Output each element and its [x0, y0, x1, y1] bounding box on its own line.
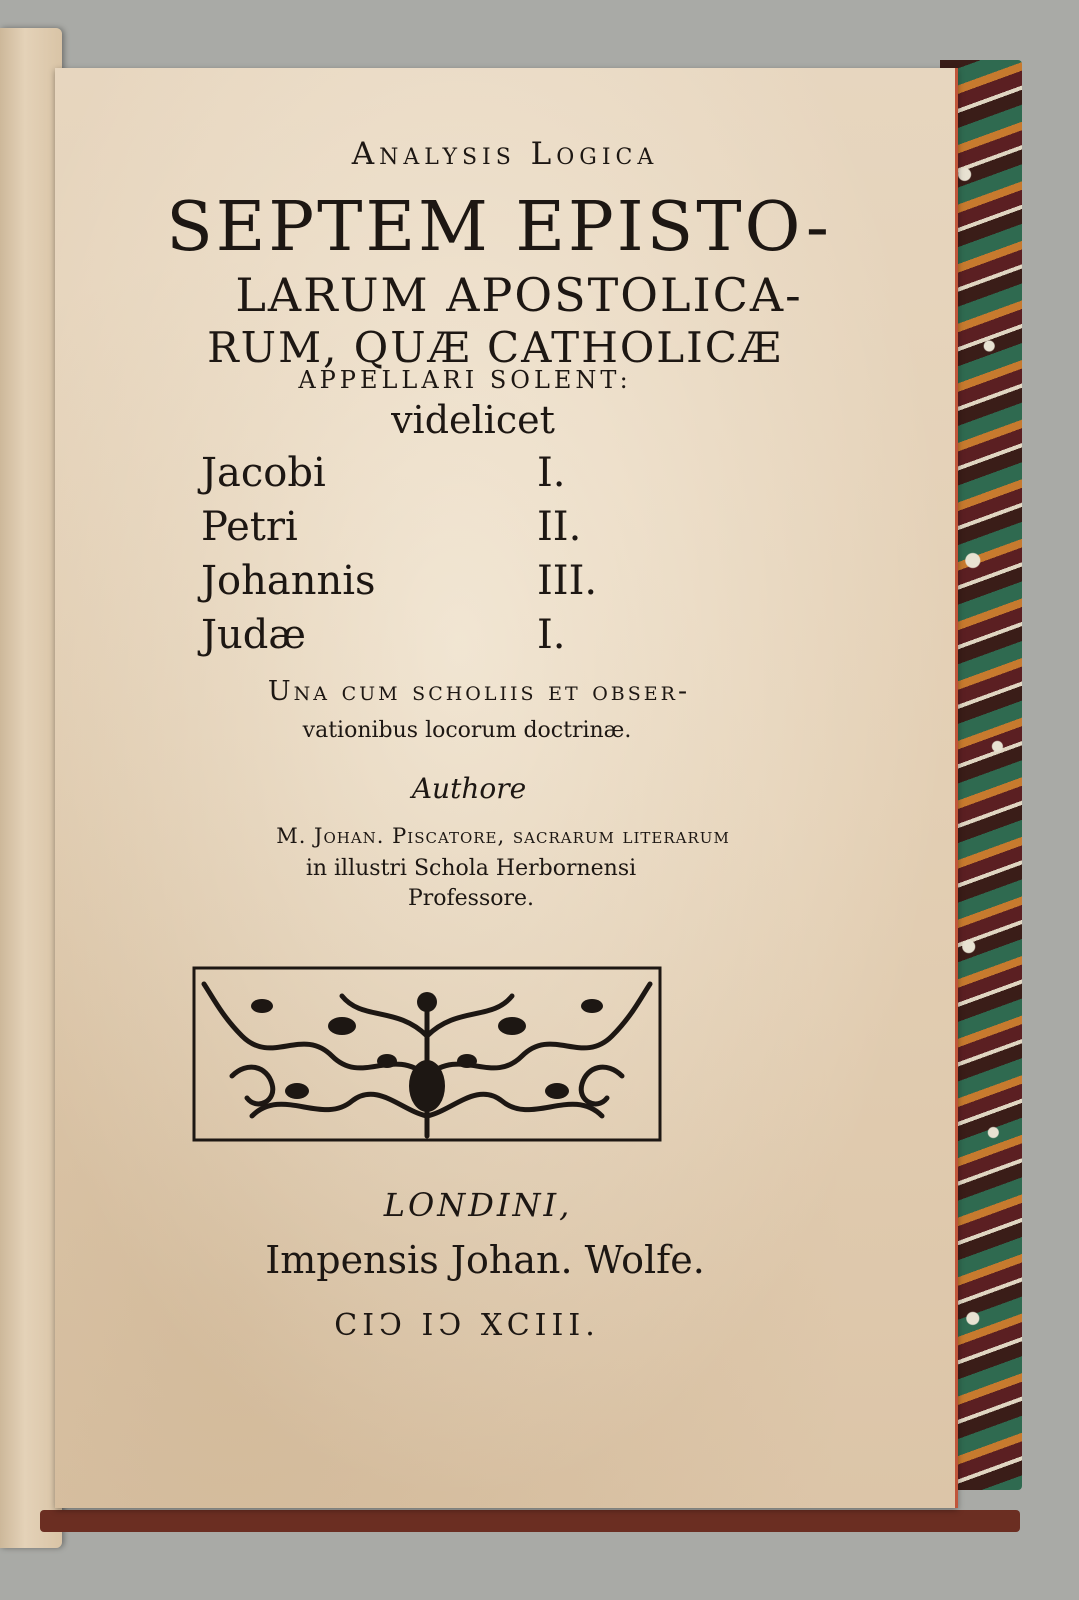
imprint-place: LONDINI,	[383, 1186, 573, 1224]
title-line-4: RUM, QUÆ CATHOLICÆ	[207, 323, 783, 372]
title-line-5: APPELLARI SOLENT:	[298, 366, 632, 394]
book-cover-edge	[40, 1510, 1020, 1532]
epistle-count: II.	[537, 504, 582, 550]
title-line-6: videlicet	[391, 398, 555, 442]
imprint-publisher: Impensis Johan. Wolfe.	[265, 1238, 705, 1282]
epistle-name: Johannis	[201, 558, 376, 604]
epistle-count: III.	[537, 558, 598, 604]
title-line-2: SEPTEM EPISTO-	[166, 188, 832, 267]
epistle-name: Judæ	[201, 612, 306, 658]
printers-ornament-icon	[192, 966, 662, 1142]
imprint-date: CIↃ IↃ XCIII.	[334, 1308, 600, 1343]
epistle-name: Jacobi	[201, 450, 326, 496]
title-line-3: LARUM APOSTOLICA-	[235, 268, 803, 322]
author-line-1: M. Johan. Piscatore, sacrarum literarum	[276, 824, 730, 848]
author-line-3: Professore.	[407, 886, 535, 911]
epistle-count: I.	[537, 450, 566, 496]
epistle-name: Petri	[201, 504, 298, 550]
author-line-2: in illustri Schola Herbornensi	[305, 856, 637, 881]
subtitle-line-1: Una cum scholiis et obser-	[267, 676, 691, 707]
subtitle-line-2: vationibus locorum doctrinæ.	[302, 718, 632, 743]
title-line-1: Analysis Logica	[351, 136, 659, 172]
author-label: Authore	[411, 772, 527, 805]
title-page	[55, 68, 958, 1508]
epistle-count: I.	[537, 612, 566, 658]
